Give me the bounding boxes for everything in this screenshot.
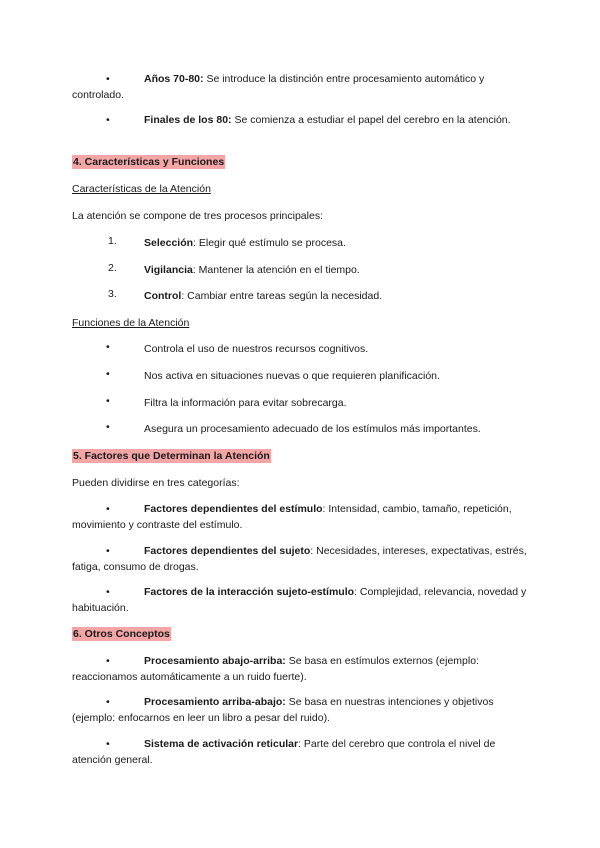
list-item-concept-2 xyxy=(72,694,532,726)
item-bold: Selección xyxy=(144,237,194,249)
bullet-icon: • xyxy=(106,545,110,557)
section-heading-5: 5. Factores que Determinan la Atención xyxy=(73,450,270,462)
bullet-icon: • xyxy=(106,696,110,708)
item-text: Controla el uso de nuestros recursos cognitivos. xyxy=(144,343,369,355)
item-text: : Mantener la atención en el tiempo. xyxy=(192,264,360,276)
item-text: Nos activa en situaciones nuevas o que requieren planificación. xyxy=(144,370,440,382)
item-text: Se basa en nuestras intenciones y objetivos (ejemplo: enfocarnos en leer un libro a pesar del ruido). xyxy=(72,696,494,724)
item-text: Se introduce la distinción entre procesamiento automático y controlado. xyxy=(72,73,485,101)
item-text: : Parte del cerebro que controla el nivel de atención general. xyxy=(72,738,496,766)
item-bold: Factores dependientes del sujeto xyxy=(144,545,311,557)
list-item-evolution-2 xyxy=(72,112,532,128)
item-text: : Complejidad, relevancia, novedad y habituación. xyxy=(72,586,527,614)
item-text: : Necesidades, intereses, expectativas, estrés, fatiga, consumo de drogas. xyxy=(72,545,527,573)
item-bold: Factores dependientes del estímulo xyxy=(144,503,323,515)
paragraph-intro-factors: Pueden dividirse en tres categorías: xyxy=(72,477,240,489)
bullet-icon: • xyxy=(106,655,110,667)
item-bold: Años 70-80: xyxy=(144,73,204,85)
item-text: : Elegir qué estímulo se procesa. xyxy=(193,237,346,249)
bullet-icon: • xyxy=(106,73,110,85)
list-item-factor-1 xyxy=(72,501,532,533)
item-bold: Factores de la interacción sujeto-estímulo xyxy=(144,586,355,598)
bullet-icon: • xyxy=(106,421,110,433)
bullet-icon: • xyxy=(106,341,110,353)
paragraph-intro-processes: La atención se compone de tres procesos principales: xyxy=(72,210,323,222)
item-text: Se basa en estímulos externos (ejemplo: reaccionamos automáticamente a un ruido fuerte). xyxy=(72,655,479,683)
subheading-functions: Funciones de la Atención xyxy=(72,317,190,329)
bullet-icon: • xyxy=(106,503,110,515)
list-number: 3. xyxy=(108,288,117,300)
section-heading-6: 6. Otros Conceptos xyxy=(73,628,170,640)
list-number: 2. xyxy=(108,262,117,274)
item-bold: Procesamiento arriba-abajo: xyxy=(144,696,286,708)
item-bold: Procesamiento abajo-arriba: xyxy=(144,655,286,667)
item-text: Filtra la información para evitar sobrecarga. xyxy=(144,397,347,409)
item-text: : Intensidad, cambio, tamaño, repetición, movimiento y contraste del estímulo. xyxy=(72,503,512,531)
section-heading-4: 4. Características y Funciones xyxy=(73,156,225,168)
item-bold: Sistema de activación reticular xyxy=(144,738,299,750)
list-item-concept-1 xyxy=(72,653,532,685)
bullet-icon: • xyxy=(106,368,110,380)
bullet-icon: • xyxy=(106,738,110,750)
list-item-factor-2 xyxy=(72,543,532,575)
bullet-icon: • xyxy=(106,395,110,407)
item-text: Se comienza a estudiar el papel del cerebro en la atención. xyxy=(231,114,511,126)
subheading-characteristics: Características de la Atención xyxy=(72,183,211,195)
item-bold: Finales de los 80: xyxy=(144,114,232,126)
item-text: Asegura un procesamiento adecuado de los estímulos más importantes. xyxy=(144,423,481,435)
item-bold: Vigilancia xyxy=(144,264,193,276)
item-text: : Cambiar entre tareas según la necesidad. xyxy=(181,290,383,302)
list-item-concept-3 xyxy=(72,736,532,768)
bullet-icon: • xyxy=(106,586,110,598)
list-item-evolution-1 xyxy=(72,71,532,103)
list-number: 1. xyxy=(108,235,117,247)
item-bold: Control xyxy=(144,290,182,302)
bullet-icon: • xyxy=(106,114,110,126)
list-item-factor-3 xyxy=(72,584,532,616)
